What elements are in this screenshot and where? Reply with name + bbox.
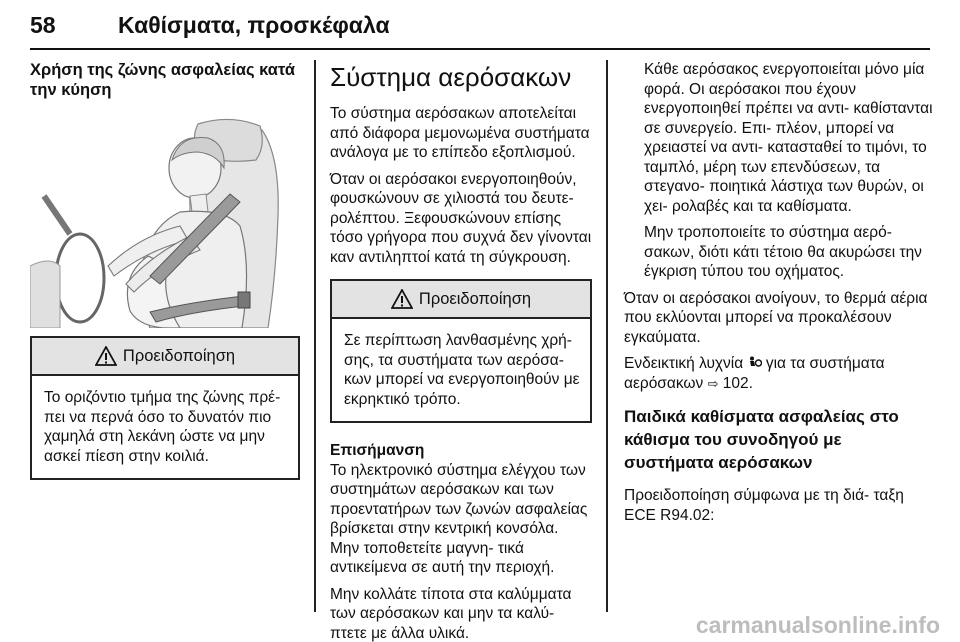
page-number: 58 bbox=[30, 12, 56, 38]
ece-warning-paragraph: Προειδοποίηση σύμφωνα με τη διά- ταξη ECE R94.02: bbox=[624, 487, 904, 524]
warning-header bbox=[332, 281, 590, 319]
indicator-text-mid: για τα συστήματα αερόσακων bbox=[624, 355, 885, 392]
column-divider-1 bbox=[314, 60, 316, 612]
warning-triangle-icon bbox=[391, 289, 413, 309]
warning-title: Προειδοποίηση bbox=[122, 346, 236, 365]
page-reference-arrow-icon: ⇨ bbox=[707, 375, 719, 391]
warning-triangle-icon bbox=[95, 346, 117, 366]
column-right bbox=[624, 60, 934, 532]
warning-text: Σε περίπτωση λανθασμένης χρή- σης, τα συστήματα των αερόσα- κων μπορεί να ενεργοποιηθούν με εκρηκτικό τρόπο. bbox=[344, 332, 580, 408]
airbag-modify-paragraph: Μην τροποποιείτε το σύστημα αερό- σακων, διότι κάτι τέτοιο θα ακυρώσει την έγκριση τύπου του οχήματος. bbox=[644, 224, 922, 280]
pregnancy-warning-box bbox=[30, 336, 300, 480]
page-header bbox=[30, 4, 930, 48]
note-continuation bbox=[624, 60, 934, 282]
airbag-cover-paragraph: Μην κολλάτε τίποτα στα καλύμματα των αερόσακων και μην τα καλύ- πτετε με άλλα υλικά. bbox=[330, 585, 572, 642]
header-rule bbox=[30, 48, 930, 50]
note-label: Επισήμανση bbox=[330, 442, 425, 459]
warning-text: Το οριζόντιο τμήμα της ζώνης πρέ- πει να περνά όσο το δυνατόν πιο χαμηλά στη λεκάνη ώστε να μην ασκεί πίεση στην κοιλιά. bbox=[44, 389, 281, 465]
pregnancy-belt-heading: Χρήση της ζώνης ασφαλείας κατά την κύηση bbox=[30, 61, 295, 99]
airbag-system-title: Σύστημα αερόσακων bbox=[330, 62, 572, 92]
hot-gas-paragraph: Όταν οι αερόσακοι ανοίγουν, το θερμά αέρια που εκλύονται μπορεί να προκαλέσουν εγκαύματα. bbox=[624, 289, 928, 346]
running-title: Καθίσματα, προσκέφαλα bbox=[118, 12, 390, 38]
airbag-warning-box bbox=[330, 279, 592, 423]
column-left bbox=[30, 60, 300, 480]
child-seat-heading: Παιδικά καθίσματα ασφαλείας στο κάθισμα του συνοδηγού με συστήματα αερόσακων bbox=[624, 407, 899, 472]
indicator-page-ref[interactable]: 102. bbox=[722, 374, 753, 392]
indicator-text-start: Ενδεικτική λυχνία bbox=[624, 355, 744, 372]
indicator-lamp-paragraph bbox=[624, 354, 934, 393]
warning-header bbox=[32, 338, 298, 376]
watermark: carmanualsonline.info bbox=[695, 612, 940, 638]
pregnant-woman-seatbelt-illustration bbox=[30, 116, 300, 328]
airbag-intro-paragraph: Το σύστημα αερόσακων αποτελείται από διάφορα μεμονωμένα συστήματα ανάλογα με το επίπεδο εξοπλισμού. bbox=[330, 105, 590, 161]
note-text: Το ηλεκτρονικό σύστημα ελέγχου των συστημάτων αερόσακων και των προεντατήρων των ζωνών ασφαλείας βρίσκεται στην κεντρική κονσόλα. Μην τοποθετείτε μαγνη- τικά αντικείμενα σε αυτή την περιοχή. bbox=[330, 461, 588, 576]
warning-title: Προειδοποίηση bbox=[418, 289, 532, 308]
column-divider-2 bbox=[606, 60, 608, 612]
airbag-inflation-paragraph: Όταν οι αερόσακοι ενεργοποιηθούν, φουσκώνουν σε χιλιοστά του δευτε- ρολέπτου. Ξεφουσκώνουν επίσης τόσο γρήγορα που συχνά δεν γίνονται καν αντιληπτοί κατά τη σύγκρουση. bbox=[330, 170, 592, 266]
note-block bbox=[330, 441, 592, 578]
airbag-once-paragraph: Κάθε αερόσακος ενεργοποιείται μόνο μία φορά. Οι αερόσακοι που έχουν ενεργοποιηθεί πρέπει να αντι- καθίστανται σε συνεργείο. Επι- πλέον, μπορεί να χρειαστεί να αντι- κατασταθεί το τιμόνι, το ταμπλό, μέρη των επενδύσεων, τα στεγανο- ποιητικά λάστιχα των θυρών, οι χει- ρολαβές και τα καθίσματα. bbox=[644, 61, 933, 215]
airbag-indicator-icon bbox=[748, 356, 762, 370]
column-middle bbox=[330, 60, 592, 642]
